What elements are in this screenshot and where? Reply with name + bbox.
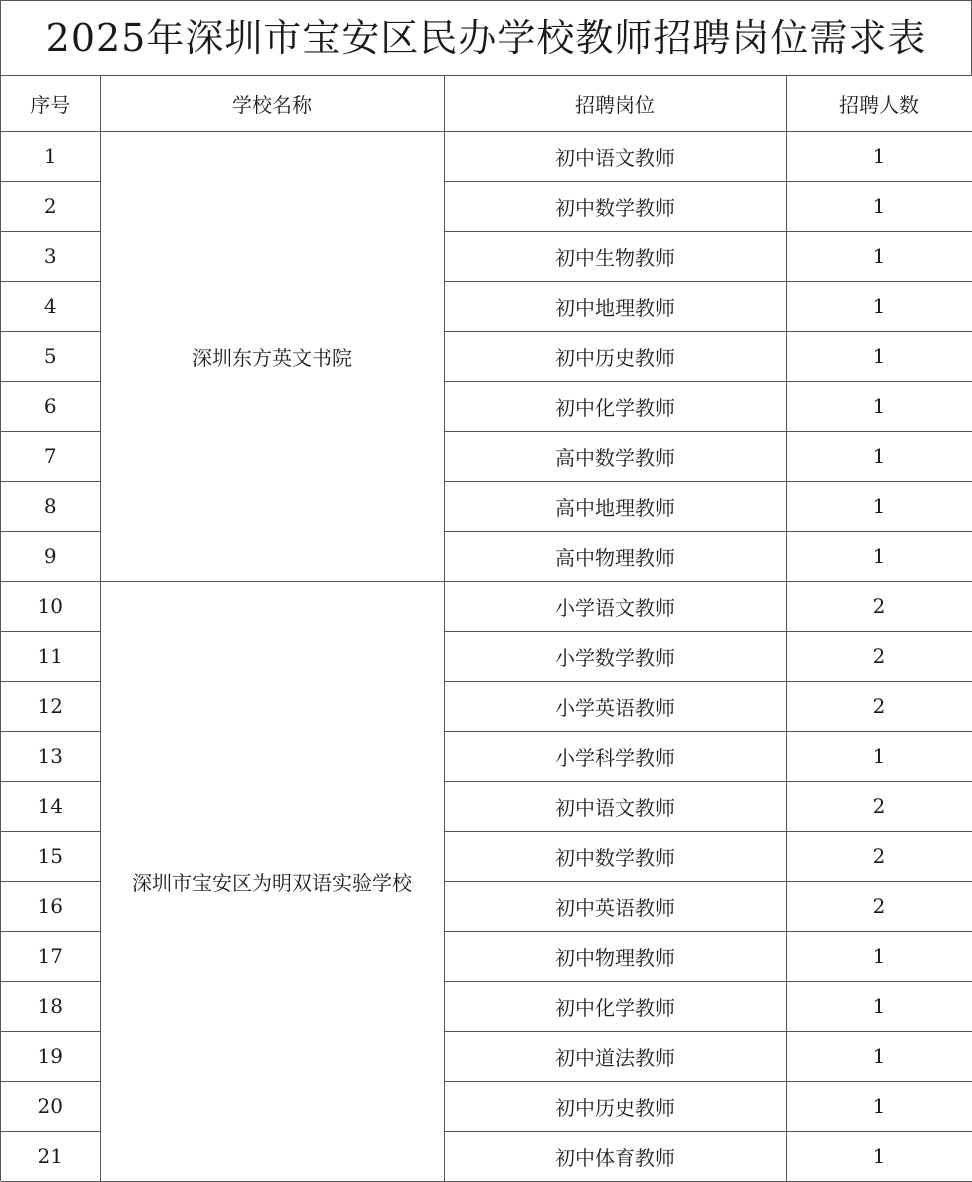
post-name: 初中数学教师: [444, 181, 786, 231]
post-name: 高中数学教师: [444, 431, 786, 481]
row-number: 12: [1, 681, 100, 731]
row-number: 4: [1, 281, 100, 331]
headcount: 1: [786, 181, 972, 231]
row-number: 18: [1, 981, 100, 1031]
headcount: 1: [786, 481, 972, 531]
post-name: 初中历史教师: [444, 1081, 786, 1131]
row-number: 21: [1, 1131, 100, 1181]
post-name: 初中体育教师: [444, 1131, 786, 1181]
row-number: 13: [1, 731, 100, 781]
header-count: 招聘人数: [786, 76, 972, 131]
headcount: 2: [786, 881, 972, 931]
row-number: 3: [1, 231, 100, 281]
headcount: 1: [786, 531, 972, 581]
post-name: 初中化学教师: [444, 981, 786, 1031]
post-name: 初中数学教师: [444, 831, 786, 881]
headcount: 1: [786, 981, 972, 1031]
post-name: 初中物理教师: [444, 931, 786, 981]
school-name: 深圳市宝安区为明双语实验学校: [100, 581, 444, 1181]
post-name: 初中生物教师: [444, 231, 786, 281]
row-number: 1: [1, 131, 100, 181]
post-name: 初中英语教师: [444, 881, 786, 931]
post-name: 小学英语教师: [444, 681, 786, 731]
row-number: 6: [1, 381, 100, 431]
header-post: 招聘岗位: [444, 76, 786, 131]
post-name: 初中化学教师: [444, 381, 786, 431]
headcount: 1: [786, 331, 972, 381]
post-name: 初中地理教师: [444, 281, 786, 331]
post-name: 初中历史教师: [444, 331, 786, 381]
headcount: 1: [786, 231, 972, 281]
row-number: 9: [1, 531, 100, 581]
table-body: [1, 131, 972, 1181]
post-name: 小学数学教师: [444, 631, 786, 681]
headcount: 1: [786, 131, 972, 181]
headcount: 1: [786, 1131, 972, 1181]
headcount: 2: [786, 831, 972, 881]
headcount: 1: [786, 731, 972, 781]
row-number: 14: [1, 781, 100, 831]
header-school: 学校名称: [100, 76, 444, 131]
row-number: 19: [1, 1031, 100, 1081]
page-title: 2025年深圳市宝安区民办学校教师招聘岗位需求表: [1, 1, 972, 76]
headcount: 2: [786, 581, 972, 631]
headcount: 1: [786, 931, 972, 981]
post-name: 小学科学教师: [444, 731, 786, 781]
table-row: [1, 131, 972, 181]
row-number: 16: [1, 881, 100, 931]
post-name: 初中道法教师: [444, 1031, 786, 1081]
headcount: 2: [786, 631, 972, 681]
row-number: 7: [1, 431, 100, 481]
post-name: 初中语文教师: [444, 131, 786, 181]
school-name: 深圳东方英文书院: [100, 131, 444, 581]
row-number: 10: [1, 581, 100, 631]
header-no: 序号: [1, 76, 100, 131]
row-number: 20: [1, 1081, 100, 1131]
headcount: 1: [786, 281, 972, 331]
recruitment-table: [1, 76, 972, 1182]
row-number: 17: [1, 931, 100, 981]
table-row: [1, 581, 972, 631]
row-number: 5: [1, 331, 100, 381]
headcount: 2: [786, 681, 972, 731]
post-name: 高中物理教师: [444, 531, 786, 581]
row-number: 11: [1, 631, 100, 681]
row-number: 8: [1, 481, 100, 531]
post-name: 初中语文教师: [444, 781, 786, 831]
headcount: 1: [786, 431, 972, 481]
post-name: 高中地理教师: [444, 481, 786, 531]
row-number: 15: [1, 831, 100, 881]
headcount: 2: [786, 781, 972, 831]
headcount: 1: [786, 381, 972, 431]
headcount: 1: [786, 1031, 972, 1081]
post-name: 小学语文教师: [444, 581, 786, 631]
row-number: 2: [1, 181, 100, 231]
headcount: 1: [786, 1081, 972, 1131]
header-row: [1, 76, 972, 131]
